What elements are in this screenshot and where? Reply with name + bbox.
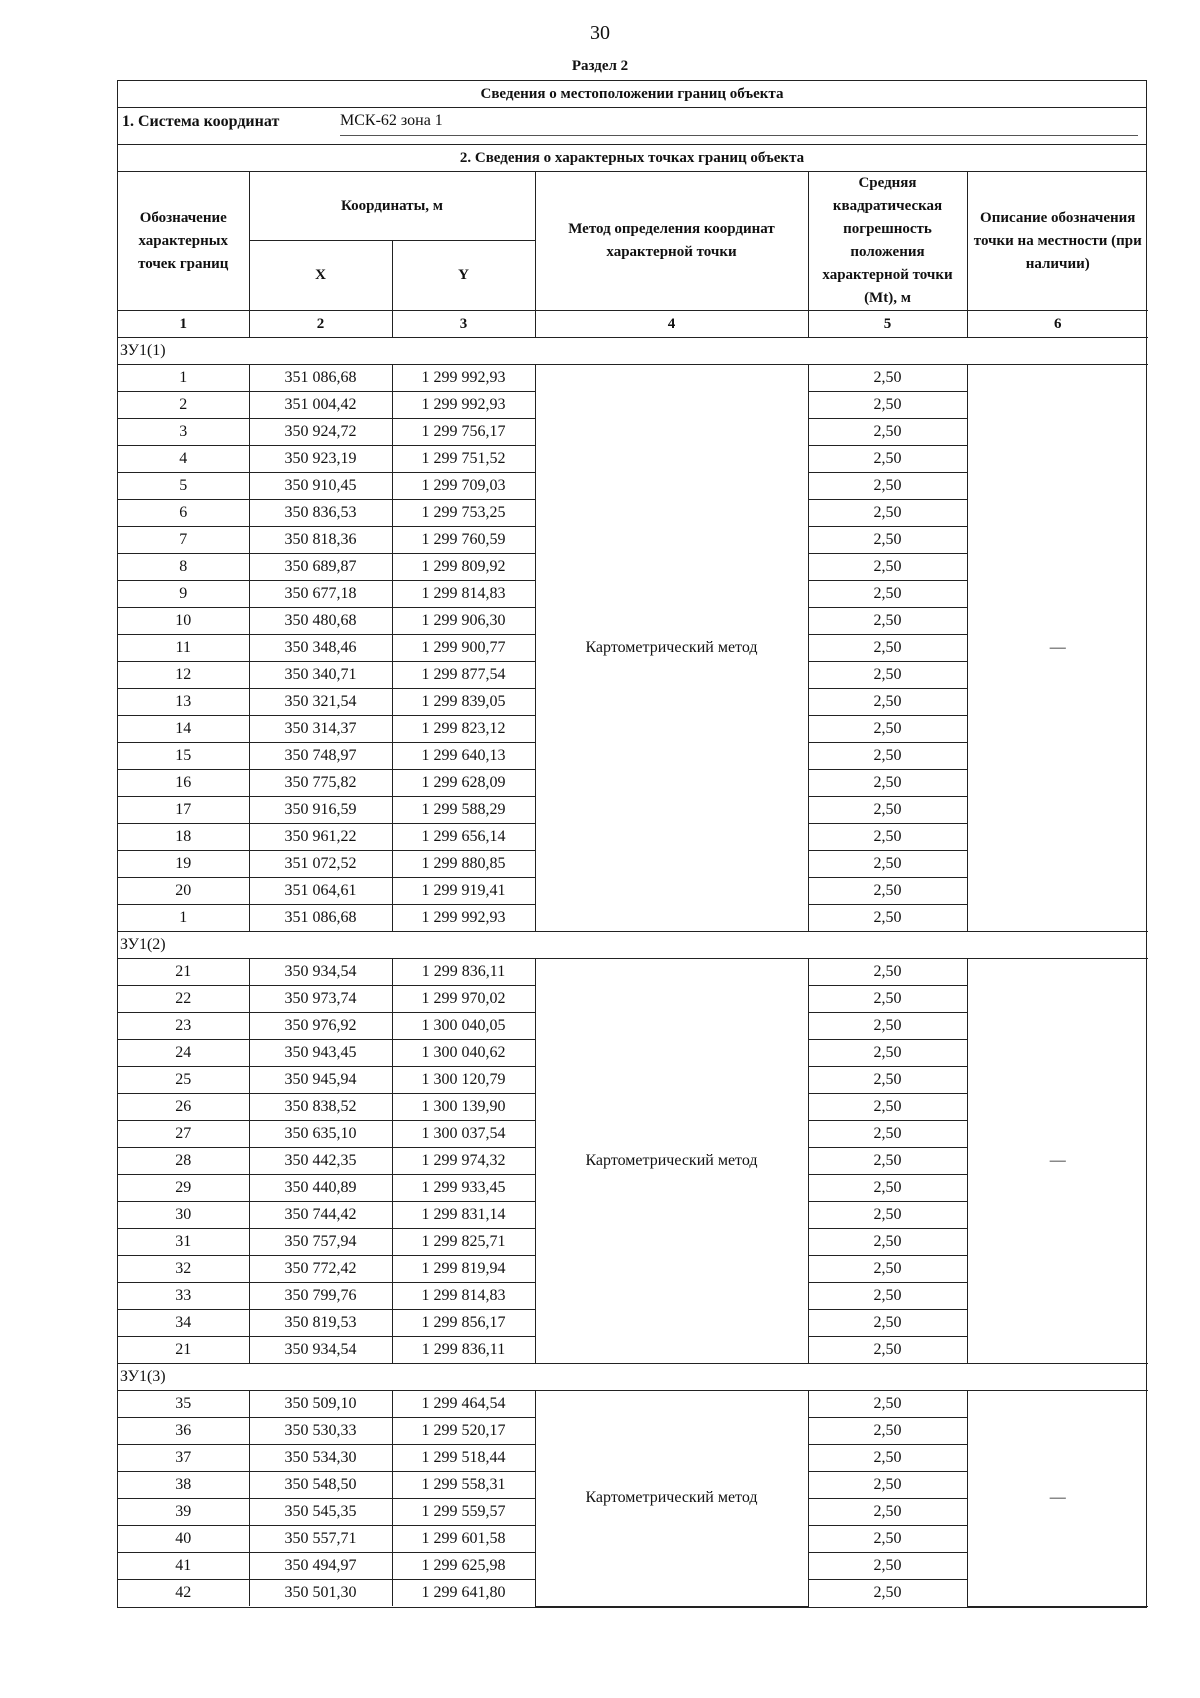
y-coordinate-cell: 1 299 856,17 (392, 1310, 535, 1337)
error-cell: 2,50 (808, 797, 967, 824)
y-coordinate-cell: 1 299 518,44 (392, 1445, 535, 1472)
point-number-cell: 22 (118, 986, 249, 1013)
x-coordinate-cell: 350 945,94 (249, 1067, 392, 1094)
y-coordinate-cell: 1 299 625,98 (392, 1553, 535, 1580)
point-number-cell: 29 (118, 1175, 249, 1202)
error-cell: 2,50 (808, 635, 967, 662)
y-coordinate-cell: 1 300 040,05 (392, 1013, 535, 1040)
description-cell: — (967, 365, 1148, 932)
error-cell: 2,50 (808, 689, 967, 716)
y-coordinate-cell: 1 299 992,93 (392, 365, 535, 392)
point-number-cell: 2 (118, 392, 249, 419)
y-coordinate-cell: 1 299 836,11 (392, 959, 535, 986)
x-coordinate-cell: 350 757,94 (249, 1229, 392, 1256)
group-label: ЗУ1(2) (118, 932, 1148, 959)
x-coordinate-cell: 350 321,54 (249, 689, 392, 716)
point-number-cell: 41 (118, 1553, 249, 1580)
point-number-cell: 13 (118, 689, 249, 716)
y-coordinate-cell: 1 299 640,13 (392, 743, 535, 770)
x-coordinate-cell: 350 799,76 (249, 1283, 392, 1310)
y-coordinate-cell: 1 299 760,59 (392, 527, 535, 554)
col-header-coords: Координаты, м (249, 172, 535, 241)
point-number-cell: 18 (118, 824, 249, 851)
x-coordinate-cell: 350 534,30 (249, 1445, 392, 1472)
col-number: 4 (535, 311, 808, 338)
error-cell: 2,50 (808, 1121, 967, 1148)
col-header-x: X (249, 241, 392, 311)
point-number-cell: 40 (118, 1526, 249, 1553)
x-coordinate-cell: 351 004,42 (249, 392, 392, 419)
point-number-cell: 21 (118, 959, 249, 986)
error-cell: 2,50 (808, 1094, 967, 1121)
error-cell: 2,50 (808, 1553, 967, 1580)
description-cell: — (967, 959, 1148, 1364)
col-number: 6 (967, 311, 1148, 338)
point-number-cell: 1 (118, 365, 249, 392)
error-cell: 2,50 (808, 1040, 967, 1067)
point-number-cell: 38 (118, 1472, 249, 1499)
point-number-cell: 24 (118, 1040, 249, 1067)
method-cell: Картометрический метод (535, 1391, 808, 1607)
x-coordinate-cell: 351 086,68 (249, 905, 392, 932)
x-coordinate-cell: 350 818,36 (249, 527, 392, 554)
x-coordinate-cell: 350 934,54 (249, 1337, 392, 1364)
error-cell: 2,50 (808, 527, 967, 554)
header-title: Сведения о местоположении границ объекта (118, 81, 1146, 108)
y-coordinate-cell: 1 299 819,94 (392, 1256, 535, 1283)
x-coordinate-cell: 350 545,35 (249, 1499, 392, 1526)
error-cell: 2,50 (808, 1526, 967, 1553)
x-coordinate-cell: 350 548,50 (249, 1472, 392, 1499)
point-number-cell: 34 (118, 1310, 249, 1337)
col-header-y: Y (392, 241, 535, 311)
point-number-cell: 21 (118, 1337, 249, 1364)
point-number-cell: 39 (118, 1499, 249, 1526)
x-coordinate-cell: 350 557,71 (249, 1526, 392, 1553)
error-cell: 2,50 (808, 1148, 967, 1175)
y-coordinate-cell: 1 300 139,90 (392, 1094, 535, 1121)
description-cell: — (967, 1391, 1148, 1607)
y-coordinate-cell: 1 299 709,03 (392, 473, 535, 500)
point-number-cell: 15 (118, 743, 249, 770)
y-coordinate-cell: 1 299 992,93 (392, 905, 535, 932)
point-number-cell: 12 (118, 662, 249, 689)
x-coordinate-cell: 350 530,33 (249, 1418, 392, 1445)
error-cell: 2,50 (808, 1067, 967, 1094)
x-coordinate-cell: 350 744,42 (249, 1202, 392, 1229)
point-number-cell: 25 (118, 1067, 249, 1094)
y-coordinate-cell: 1 299 601,58 (392, 1526, 535, 1553)
coordinate-system-value: МСК-62 зона 1 (340, 112, 443, 129)
points-table-body (118, 338, 1148, 1607)
y-coordinate-cell: 1 299 520,17 (392, 1418, 535, 1445)
point-number-cell: 6 (118, 500, 249, 527)
y-coordinate-cell: 1 299 588,29 (392, 797, 535, 824)
point-number-cell: 28 (118, 1148, 249, 1175)
y-coordinate-cell: 1 299 970,02 (392, 986, 535, 1013)
x-coordinate-cell: 350 314,37 (249, 716, 392, 743)
error-cell: 2,50 (808, 1229, 967, 1256)
point-number-cell: 42 (118, 1580, 249, 1607)
x-coordinate-cell: 350 442,35 (249, 1148, 392, 1175)
point-number-cell: 11 (118, 635, 249, 662)
point-number-cell: 5 (118, 473, 249, 500)
error-cell: 2,50 (808, 473, 967, 500)
col-header-description: Описание обозначения точки на местности (при наличии) (967, 172, 1148, 311)
error-cell: 2,50 (808, 365, 967, 392)
point-number-cell: 30 (118, 1202, 249, 1229)
error-cell: 2,50 (808, 554, 967, 581)
y-coordinate-cell: 1 299 919,41 (392, 878, 535, 905)
col-header-error: Средняя квадратическая погрешность положения характерной точки (Mt), м (808, 172, 967, 311)
y-coordinate-cell: 1 300 040,62 (392, 1040, 535, 1067)
y-coordinate-cell: 1 300 120,79 (392, 1067, 535, 1094)
error-cell: 2,50 (808, 959, 967, 986)
point-number-cell: 16 (118, 770, 249, 797)
point-number-cell: 23 (118, 1013, 249, 1040)
group-label: ЗУ1(1) (118, 338, 1148, 365)
x-coordinate-cell: 350 677,18 (249, 581, 392, 608)
x-coordinate-cell: 350 772,42 (249, 1256, 392, 1283)
point-number-cell: 8 (118, 554, 249, 581)
x-coordinate-cell: 350 923,19 (249, 446, 392, 473)
coordinate-system-row (118, 108, 1146, 145)
underline-divider (340, 135, 1138, 136)
point-number-cell: 33 (118, 1283, 249, 1310)
subsection-title: 2. Сведения о характерных точках границ объекта (118, 145, 1146, 172)
group-row (118, 932, 1148, 959)
error-cell: 2,50 (808, 1310, 967, 1337)
y-coordinate-cell: 1 299 559,57 (392, 1499, 535, 1526)
points-table (118, 172, 1148, 1607)
point-number-cell: 27 (118, 1121, 249, 1148)
error-cell: 2,50 (808, 986, 967, 1013)
y-coordinate-cell: 1 299 839,05 (392, 689, 535, 716)
x-coordinate-cell: 350 440,89 (249, 1175, 392, 1202)
x-coordinate-cell: 350 910,45 (249, 473, 392, 500)
y-coordinate-cell: 1 299 880,85 (392, 851, 535, 878)
error-cell: 2,50 (808, 1391, 967, 1418)
error-cell: 2,50 (808, 608, 967, 635)
x-coordinate-cell: 350 748,97 (249, 743, 392, 770)
x-coordinate-cell: 350 689,87 (249, 554, 392, 581)
col-header-method: Метод определения координат характерной точки (535, 172, 808, 311)
point-number-cell: 37 (118, 1445, 249, 1472)
point-number-cell: 14 (118, 716, 249, 743)
y-coordinate-cell: 1 299 628,09 (392, 770, 535, 797)
x-coordinate-cell: 350 973,74 (249, 986, 392, 1013)
method-cell: Картометрический метод (535, 959, 808, 1364)
error-cell: 2,50 (808, 1580, 967, 1607)
y-coordinate-cell: 1 299 756,17 (392, 419, 535, 446)
error-cell: 2,50 (808, 716, 967, 743)
error-cell: 2,50 (808, 1013, 967, 1040)
point-number-cell: 4 (118, 446, 249, 473)
x-coordinate-cell: 350 976,92 (249, 1013, 392, 1040)
y-coordinate-cell: 1 299 751,52 (392, 446, 535, 473)
x-coordinate-cell: 350 934,54 (249, 959, 392, 986)
y-coordinate-cell: 1 299 558,31 (392, 1472, 535, 1499)
error-cell: 2,50 (808, 500, 967, 527)
point-number-cell: 17 (118, 797, 249, 824)
x-coordinate-cell: 350 348,46 (249, 635, 392, 662)
coordinates-document (117, 80, 1147, 1608)
y-coordinate-cell: 1 299 464,54 (392, 1391, 535, 1418)
error-cell: 2,50 (808, 1499, 967, 1526)
x-coordinate-cell: 350 480,68 (249, 608, 392, 635)
y-coordinate-cell: 1 300 037,54 (392, 1121, 535, 1148)
y-coordinate-cell: 1 299 753,25 (392, 500, 535, 527)
y-coordinate-cell: 1 299 877,54 (392, 662, 535, 689)
x-coordinate-cell: 351 072,52 (249, 851, 392, 878)
error-cell: 2,50 (808, 1472, 967, 1499)
x-coordinate-cell: 350 961,22 (249, 824, 392, 851)
x-coordinate-cell: 350 509,10 (249, 1391, 392, 1418)
error-cell: 2,50 (808, 1175, 967, 1202)
section-title: Раздел 2 (571, 58, 629, 74)
error-cell: 2,50 (808, 392, 967, 419)
error-cell: 2,50 (808, 824, 967, 851)
page-number: 30 (590, 22, 610, 44)
point-number-cell: 36 (118, 1418, 249, 1445)
error-cell: 2,50 (808, 743, 967, 770)
y-coordinate-cell: 1 299 809,92 (392, 554, 535, 581)
error-cell: 2,50 (808, 878, 967, 905)
error-cell: 2,50 (808, 1202, 967, 1229)
y-coordinate-cell: 1 299 641,80 (392, 1580, 535, 1607)
y-coordinate-cell: 1 299 836,11 (392, 1337, 535, 1364)
point-number-cell: 26 (118, 1094, 249, 1121)
y-coordinate-cell: 1 299 974,32 (392, 1148, 535, 1175)
y-coordinate-cell: 1 299 814,83 (392, 1283, 535, 1310)
x-coordinate-cell: 350 494,97 (249, 1553, 392, 1580)
point-number-cell: 19 (118, 851, 249, 878)
error-cell: 2,50 (808, 1283, 967, 1310)
col-number: 1 (118, 311, 249, 338)
point-number-cell: 35 (118, 1391, 249, 1418)
col-header-point: Обозначение характерных точек границ (118, 172, 249, 311)
x-coordinate-cell: 350 775,82 (249, 770, 392, 797)
x-coordinate-cell: 350 340,71 (249, 662, 392, 689)
method-cell: Картометрический метод (535, 365, 808, 932)
group-row (118, 1364, 1148, 1391)
col-number: 2 (249, 311, 392, 338)
point-number-cell: 7 (118, 527, 249, 554)
point-number-cell: 20 (118, 878, 249, 905)
x-coordinate-cell: 350 924,72 (249, 419, 392, 446)
table-row (118, 959, 1148, 986)
y-coordinate-cell: 1 299 823,12 (392, 716, 535, 743)
error-cell: 2,50 (808, 1256, 967, 1283)
x-coordinate-cell: 351 086,68 (249, 365, 392, 392)
x-coordinate-cell: 350 836,53 (249, 500, 392, 527)
x-coordinate-cell: 350 916,59 (249, 797, 392, 824)
y-coordinate-cell: 1 299 825,71 (392, 1229, 535, 1256)
col-number: 3 (392, 311, 535, 338)
point-number-cell: 32 (118, 1256, 249, 1283)
x-coordinate-cell: 350 838,52 (249, 1094, 392, 1121)
error-cell: 2,50 (808, 419, 967, 446)
y-coordinate-cell: 1 299 906,30 (392, 608, 535, 635)
error-cell: 2,50 (808, 770, 967, 797)
error-cell: 2,50 (808, 581, 967, 608)
col-number: 5 (808, 311, 967, 338)
point-number-cell: 1 (118, 905, 249, 932)
point-number-cell: 3 (118, 419, 249, 446)
error-cell: 2,50 (808, 1337, 967, 1364)
error-cell: 2,50 (808, 905, 967, 932)
table-row (118, 365, 1148, 392)
error-cell: 2,50 (808, 446, 967, 473)
point-number-cell: 9 (118, 581, 249, 608)
table-row (118, 1391, 1148, 1418)
point-number-cell: 10 (118, 608, 249, 635)
error-cell: 2,50 (808, 851, 967, 878)
x-coordinate-cell: 351 064,61 (249, 878, 392, 905)
y-coordinate-cell: 1 299 814,83 (392, 581, 535, 608)
error-cell: 2,50 (808, 1418, 967, 1445)
x-coordinate-cell: 350 819,53 (249, 1310, 392, 1337)
y-coordinate-cell: 1 299 656,14 (392, 824, 535, 851)
y-coordinate-cell: 1 299 933,45 (392, 1175, 535, 1202)
y-coordinate-cell: 1 299 831,14 (392, 1202, 535, 1229)
group-label: ЗУ1(3) (118, 1364, 1148, 1391)
x-coordinate-cell: 350 635,10 (249, 1121, 392, 1148)
group-row (118, 338, 1148, 365)
error-cell: 2,50 (808, 1445, 967, 1472)
x-coordinate-cell: 350 501,30 (249, 1580, 392, 1607)
error-cell: 2,50 (808, 662, 967, 689)
coordinate-system-label: 1. Система координат (122, 113, 280, 130)
x-coordinate-cell: 350 943,45 (249, 1040, 392, 1067)
point-number-cell: 31 (118, 1229, 249, 1256)
y-coordinate-cell: 1 299 992,93 (392, 392, 535, 419)
y-coordinate-cell: 1 299 900,77 (392, 635, 535, 662)
